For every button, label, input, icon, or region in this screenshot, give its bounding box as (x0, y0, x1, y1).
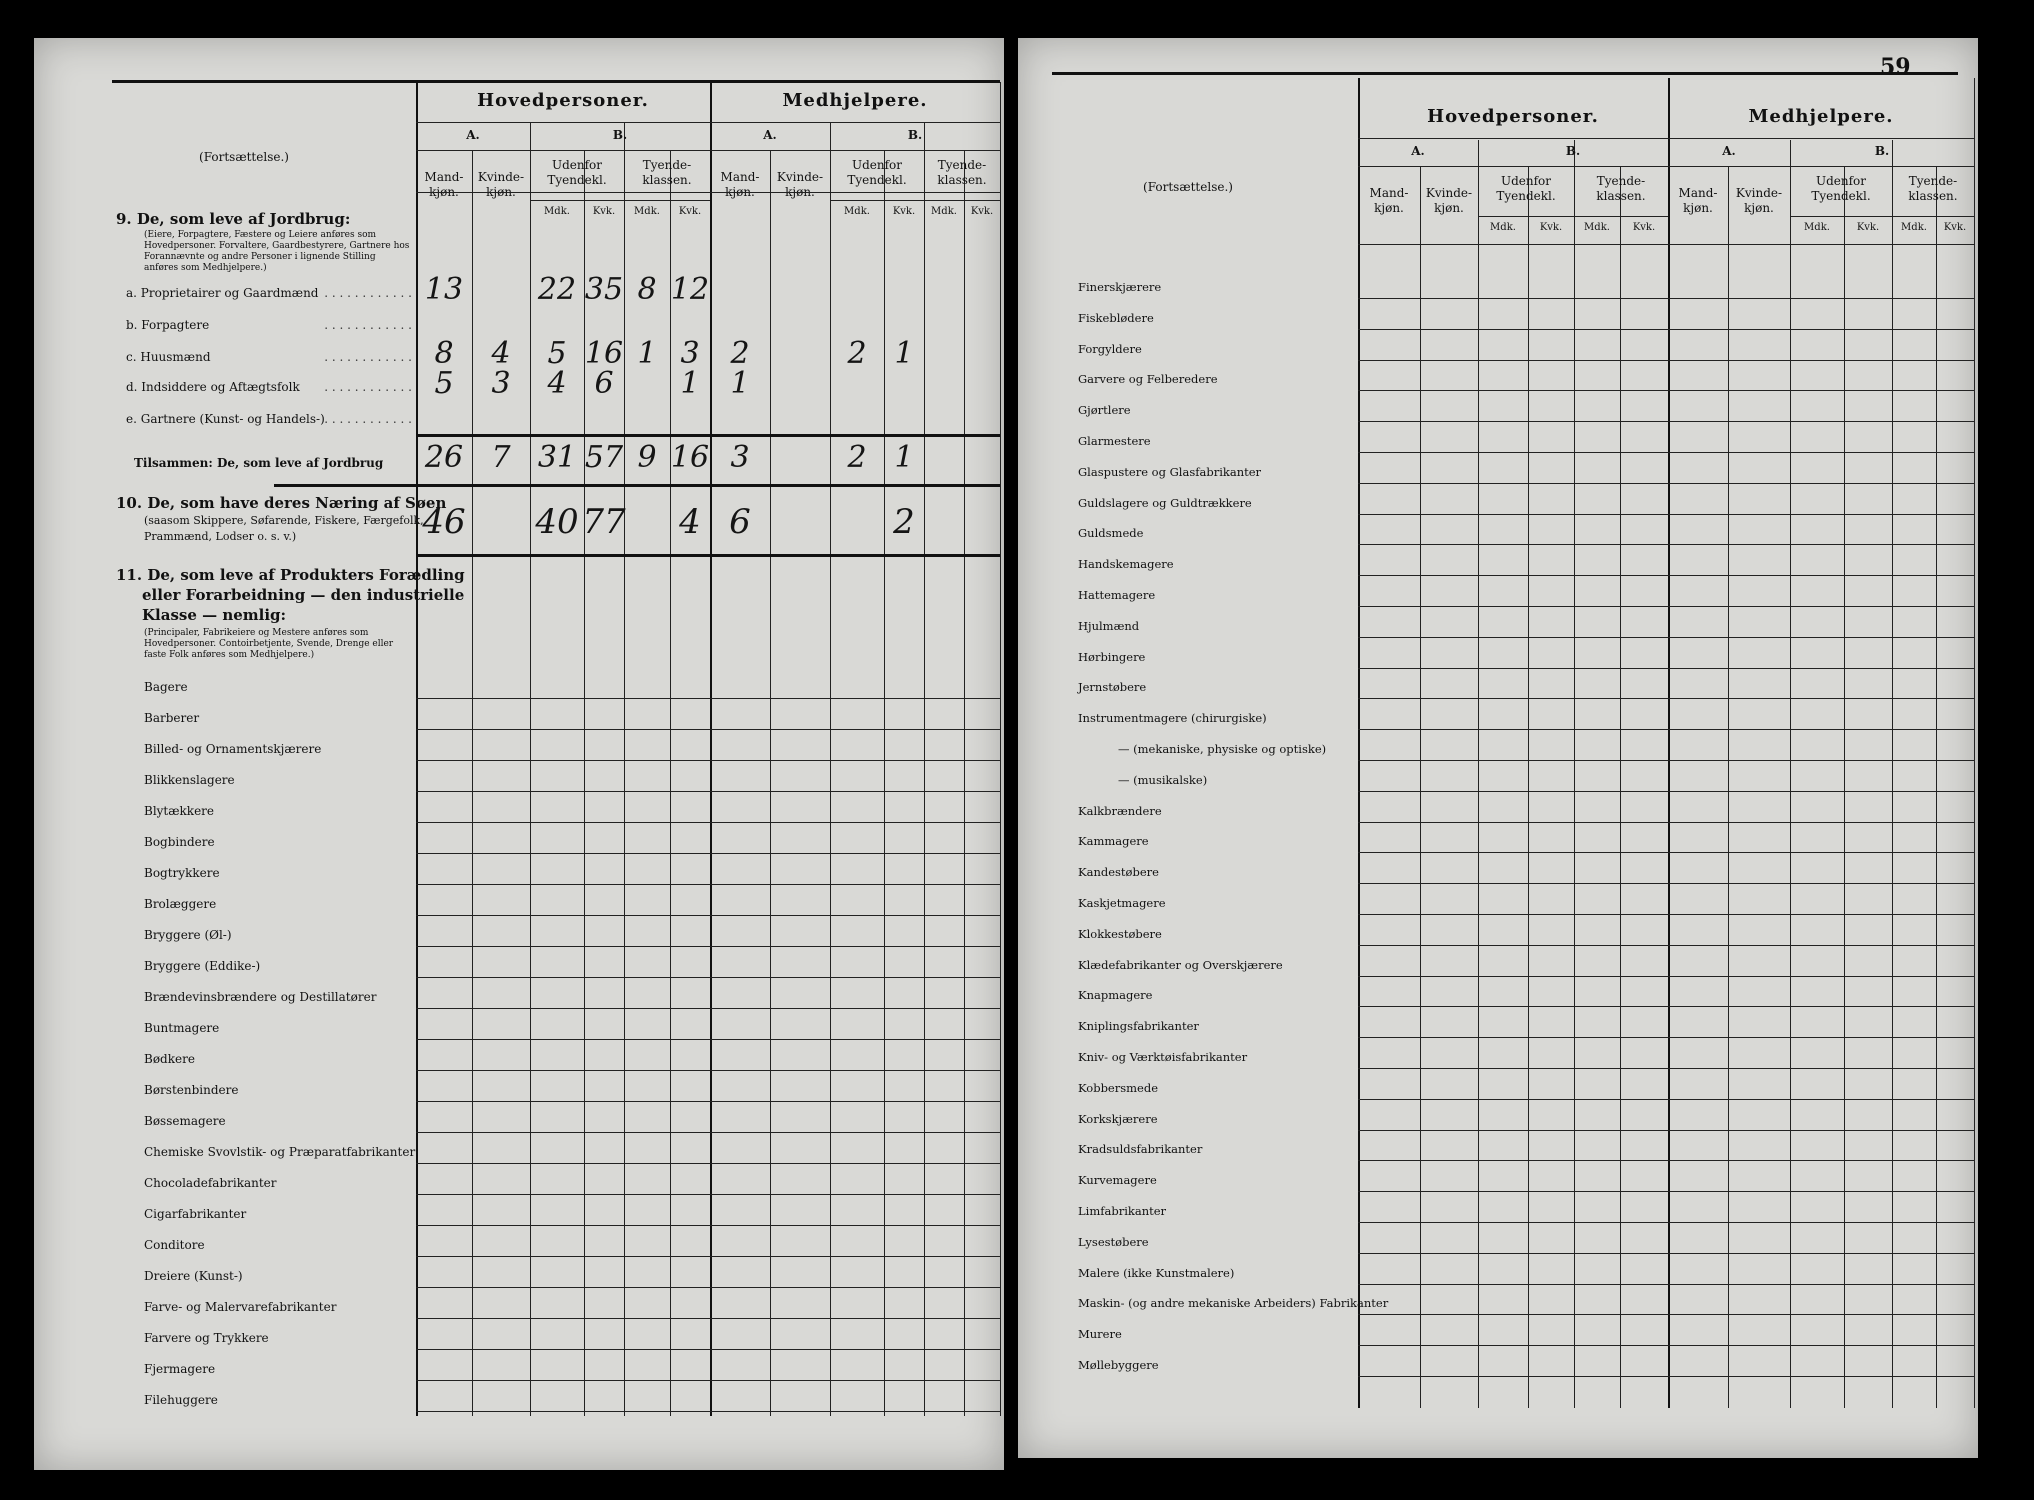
leader-dots: . . . . . . . . . . . . (324, 350, 412, 364)
section-11-line2: eller Forarbeidning — den industrielle (142, 586, 465, 604)
rule-line (1358, 1037, 1974, 1038)
tyende-heading: Tyende-klassen. (642, 158, 692, 187)
column-line (924, 122, 925, 1416)
rule-line (1358, 1222, 1974, 1223)
rule-line (1358, 329, 1974, 330)
handwritten-value: 5 (547, 336, 567, 371)
trade-label: Børstenbindere (144, 1083, 239, 1097)
rule-line (1358, 729, 1974, 730)
kvk-heading: Kvk. (892, 206, 916, 217)
rule-line (1052, 72, 1958, 75)
section-10-title: 10. De, som have deres Næring af Søen (116, 494, 447, 512)
rule-line (416, 1163, 1000, 1164)
trade-label: Bryggere (Eddike-) (144, 959, 261, 973)
handwritten-total: 2 (847, 440, 867, 475)
column-line (964, 150, 965, 1416)
handwritten-value: 5 (434, 366, 454, 401)
rule-line (1358, 883, 1974, 884)
rule-line (416, 946, 1000, 947)
hovedpersoner-heading: Hovedpersoner. (477, 90, 649, 111)
mandkjon-heading: Mand-kjøn. (720, 170, 760, 199)
mandkjon-heading: Mand-kjøn. (1678, 186, 1718, 215)
rule-line (1358, 1345, 1974, 1346)
trade-label: — (mekaniske, physiske og optiske) (1118, 742, 1327, 756)
trade-label: — (musikalske) (1118, 772, 1208, 787)
rule-line (1358, 668, 1974, 669)
rule-line (416, 853, 1000, 854)
rule-line (1358, 1099, 1974, 1100)
fortsaettelse-label: (Fortsættelse.) (199, 150, 289, 164)
rule-line (1358, 914, 1974, 915)
mdk-heading: Mdk. (1490, 222, 1516, 233)
rule-line (416, 1256, 1000, 1257)
trade-label: Lysestøbere (1078, 1234, 1149, 1249)
handwritten-value: 2 (730, 336, 750, 371)
rule-line (1358, 544, 1974, 545)
trade-label: Limfabrikanter (1078, 1204, 1167, 1218)
rule-line (1358, 244, 1974, 245)
handwritten-value: 46 (422, 502, 466, 542)
handwritten-total: 9 (637, 440, 657, 475)
rule-line (416, 1101, 1000, 1102)
handwritten-value: 22 (537, 272, 577, 307)
mdk-heading: Mdk. (544, 206, 570, 217)
handwritten-total: 31 (537, 440, 577, 475)
section-10-line2: (saasom Skippere, Søfarende, Fiskere, Færgefolk, (144, 514, 424, 527)
handwritten-value: 1 (730, 366, 750, 401)
trade-label: Møllebyggere (1078, 1358, 1159, 1372)
mdk-heading: Mdk. (844, 206, 870, 217)
leader-dots: . . . . . . . . . . . . (324, 380, 412, 394)
trade-label: Bogbindere (144, 835, 215, 849)
row-label: b. Forpagtere (126, 318, 210, 332)
handwritten-value: 8 (434, 336, 454, 371)
section-10-line3: Prammænd, Lodser o. s. v.) (144, 530, 297, 543)
trade-label: Maskin- (og andre mekaniske Arbeiders) Fabrikanter (1078, 1296, 1389, 1311)
trade-label: Kaskjetmagere (1078, 896, 1166, 910)
leader-dots: . . . . . . . . . . . . (324, 286, 412, 300)
trade-label: Chemiske Svovlstik- og Præparatfabrikanter (144, 1145, 416, 1159)
fortsaettelse-label: (Fortsættelse.) (1143, 180, 1233, 194)
trade-label: Dreiere (Kunst-) (144, 1269, 243, 1283)
medhjelpere-heading: Medhjelpere. (782, 90, 928, 111)
trade-label: Hjulmænd (1078, 618, 1140, 633)
rule-line (416, 434, 1000, 437)
kvindekjon-heading: Kvinde-kjøn. (477, 170, 525, 199)
handwritten-total: 3 (730, 440, 750, 475)
total-label: Tilsammen: De, som leve af Jordbrug (134, 456, 384, 470)
rule-line (1358, 298, 1974, 299)
trade-label: Farve- og Malervarefabrikanter (144, 1300, 337, 1314)
handwritten-value: 77 (582, 502, 626, 542)
rule-line (416, 122, 1000, 123)
rule-line (416, 1194, 1000, 1195)
rule-line (1358, 1253, 1974, 1254)
row-label: a. Proprietairer og Gaardmænd (126, 286, 319, 300)
mandkjon-heading: Mand-kjøn. (1369, 186, 1409, 215)
trade-label: Kurvemagere (1078, 1173, 1157, 1188)
trade-label: Conditore (144, 1238, 205, 1252)
kvindekjon-heading: Kvinde-kjøn. (1735, 186, 1783, 215)
trade-label: Brolæggere (144, 897, 217, 911)
rule-line (1358, 421, 1974, 422)
handwritten-value: 8 (637, 272, 657, 307)
rule-line (416, 1349, 1000, 1350)
rule-line (1358, 1160, 1974, 1161)
rule-line (1358, 791, 1974, 792)
rule-line (1478, 216, 1668, 217)
trade-label: Kradsuldsfabrikanter (1078, 1142, 1203, 1157)
rule-line (1358, 360, 1974, 361)
rule-line (1358, 514, 1974, 515)
kvk-heading: Kvk. (1943, 222, 1967, 233)
trade-label: Finerskjærere (1078, 280, 1162, 294)
trade-label: Blikkenslagere (144, 773, 235, 787)
trade-label: Barberer (144, 711, 200, 725)
rule-line (1358, 1314, 1974, 1315)
mdk-heading: Mdk. (1584, 222, 1610, 233)
medhjelpere-heading: Medhjelpere. (1748, 106, 1894, 127)
udenfor-heading: Udenfor Tyendekl. (1811, 174, 1871, 203)
column-line (1358, 78, 1360, 1408)
rule-line (416, 554, 1000, 557)
rule-line (530, 200, 710, 201)
rule-line (416, 1225, 1000, 1226)
trade-label: Brændevinsbrændere og Destillatører (144, 990, 377, 1004)
rule-line (416, 1070, 1000, 1071)
rule-line (416, 822, 1000, 823)
rule-line (416, 192, 1000, 193)
col-b-heading: B. (612, 128, 628, 142)
rule-line (1358, 760, 1974, 761)
column-line (1668, 78, 1670, 1408)
section-11-line3: Klasse — nemlig: (142, 606, 287, 624)
section-11-note: (Principaler, Fabrikeiere og Mestere anføres som Hovedpersoner. Contoirbetjente, Svende, Drenge eller faste Folk anføres som Medhjelpere.) (144, 628, 394, 660)
rule-line (1358, 637, 1974, 638)
tyende-heading: Tyende-klassen. (1596, 174, 1646, 203)
row-label: c. Huusmænd (126, 350, 211, 364)
col-a-heading: A. (1722, 144, 1736, 158)
section-9-note: (Eiere, Forpagtere, Fæstere og Leiere anføres som Hovedpersoner. Forvaltere, Gaardbestyrere, Gartnere hos Forannævnte og andre Personer i lignende Stilling anføres som Medhjelpere.) (144, 230, 410, 273)
rule-line (1358, 698, 1974, 699)
trade-label: Bøssemagere (144, 1114, 226, 1128)
trade-label: Hattemagere (1078, 588, 1156, 602)
column-line (530, 122, 531, 1416)
row-label: d. Indsiddere og Aftægtsfolk (126, 380, 300, 394)
handwritten-value: 12 (670, 272, 710, 307)
tyende-heading: Tyende-klassen. (1908, 174, 1958, 203)
rule-line (416, 760, 1000, 761)
handwritten-total: 7 (491, 440, 511, 475)
leader-dots: . . . . . . . . . . . . (324, 318, 412, 332)
rule-line (416, 150, 1000, 151)
rule-line (416, 1318, 1000, 1319)
rule-line (416, 1287, 1000, 1288)
hovedpersoner-heading: Hovedpersoner. (1427, 106, 1599, 127)
rule-line (416, 729, 1000, 730)
trade-label: Blytækkere (144, 804, 215, 818)
rule-line (1358, 1376, 1974, 1377)
handwritten-value: 2 (893, 502, 915, 542)
handwritten-total: 16 (670, 440, 710, 475)
kvk-heading: Kvk. (592, 206, 616, 217)
trade-label: Handskemagere (1078, 557, 1174, 572)
rule-line (830, 200, 1000, 201)
trade-label: Kammagere (1078, 834, 1149, 849)
col-b-heading: B. (907, 128, 923, 142)
trade-label: Bagere (144, 680, 188, 694)
handwritten-value: 1 (637, 336, 657, 371)
rule-line (416, 1380, 1000, 1381)
rule-line (1358, 166, 1974, 167)
tyende-heading: Tyende-klassen. (937, 158, 987, 187)
rule-line (1358, 822, 1974, 823)
rule-line (1358, 1284, 1974, 1285)
rule-line (1358, 606, 1974, 607)
column-line (1892, 140, 1893, 1408)
trade-label: Kalkbrændere (1078, 803, 1162, 818)
mandkjon-heading: Mand-kjøn. (424, 170, 464, 199)
leader-dots: . . . . . . . . . . . . (324, 412, 412, 426)
trade-label: Chocoladefabrikanter (144, 1176, 277, 1190)
trade-label: Hørbingere (1078, 649, 1146, 664)
handwritten-value: 3 (491, 366, 511, 401)
rule-line (1790, 216, 1974, 217)
rule-line (274, 484, 1000, 487)
column-line (1790, 140, 1791, 1408)
trade-label: Instrumentmagere (chirurgiske) (1078, 711, 1267, 726)
page-number: 59 (1880, 54, 1911, 80)
rule-line (416, 1132, 1000, 1133)
trade-label: Glarmestere (1078, 434, 1151, 448)
trade-label: Filehuggere (144, 1393, 218, 1407)
rule-line (416, 698, 1000, 699)
rule-line (1358, 852, 1974, 853)
left-page (34, 38, 1004, 1470)
col-a-heading: A. (763, 128, 777, 142)
mdk-heading: Mdk. (634, 206, 660, 217)
trade-label: Buntmagere (144, 1021, 220, 1035)
col-a-heading: A. (466, 128, 480, 142)
trade-label: Klædefabrikanter og Overskjærere (1078, 957, 1283, 972)
udenfor-heading: Udenfor Tyendekl. (847, 158, 907, 187)
rule-line (1358, 1191, 1974, 1192)
column-line (1000, 82, 1001, 1416)
kvk-heading: Kvk. (1632, 222, 1656, 233)
kvk-heading: Kvk. (1539, 222, 1563, 233)
trade-label: Murere (1078, 1327, 1122, 1342)
handwritten-value: 1 (894, 336, 914, 371)
col-a-heading: A. (1411, 144, 1425, 158)
trade-label: Klokkestøbere (1078, 926, 1162, 941)
handwritten-value: 3 (680, 336, 700, 371)
rule-line (1358, 575, 1974, 576)
handwritten-value: 40 (535, 502, 579, 542)
handwritten-value: 16 (584, 336, 624, 371)
handwritten-total: 1 (894, 440, 914, 475)
rule-line (1358, 1006, 1974, 1007)
rule-line (416, 1411, 1000, 1412)
column-line (624, 122, 625, 1416)
trade-label: Guldslagere og Guldtrækkere (1078, 495, 1252, 510)
udenfor-heading: Udenfor Tyendekl. (547, 158, 607, 187)
rule-line (416, 1039, 1000, 1040)
col-b-heading: B. (1565, 144, 1581, 158)
trade-label: Kandestøbere (1078, 865, 1159, 880)
column-line (1974, 78, 1975, 1408)
kvindekjon-heading: Kvinde-kjøn. (776, 170, 824, 199)
udenfor-heading: Udenfor Tyendekl. (1496, 174, 1556, 203)
rule-line (416, 977, 1000, 978)
handwritten-value: 4 (679, 502, 701, 542)
trade-label: Garvere og Felberedere (1078, 372, 1218, 387)
handwritten-total: 57 (584, 440, 624, 475)
handwritten-value: 4 (491, 336, 511, 371)
col-b-heading: B. (1874, 144, 1890, 158)
row-label: e. Gartnere (Kunst- og Handels-) (126, 412, 325, 426)
rule-line (1358, 483, 1974, 484)
trade-label: Glaspustere og Glasfabrikanter (1078, 464, 1262, 479)
section-9-title: 9. De, som leve af Jordbrug: (116, 210, 351, 228)
handwritten-value: 1 (680, 366, 700, 401)
mdk-heading: Mdk. (1901, 222, 1927, 233)
right-page (1018, 38, 1978, 1458)
handwritten-value: 6 (729, 502, 751, 542)
trade-label: Korkskjærere (1078, 1111, 1158, 1126)
trade-label: Kniplingsfabrikanter (1078, 1019, 1199, 1034)
rule-line (112, 80, 1000, 83)
mdk-heading: Mdk. (1804, 222, 1830, 233)
rule-line (1358, 945, 1974, 946)
trade-label: Fjermagere (144, 1362, 216, 1376)
trade-label: Bødkere (144, 1052, 195, 1066)
trade-label: Malere (ikke Kunstmalere) (1078, 1265, 1235, 1280)
handwritten-value: 13 (424, 272, 464, 307)
rule-line (416, 791, 1000, 792)
column-line (770, 150, 771, 1416)
trade-label: Bogtrykkere (144, 866, 220, 880)
trade-label: Cigarfabrikanter (144, 1207, 247, 1221)
trade-label: Knapmagere (1078, 988, 1153, 1003)
trade-label: Guldsmede (1078, 526, 1144, 541)
mdk-heading: Mdk. (931, 206, 957, 217)
handwritten-value: 6 (594, 366, 614, 401)
rule-line (1358, 138, 1974, 139)
rule-line (416, 884, 1000, 885)
rule-line (416, 1008, 1000, 1009)
column-line (1574, 140, 1575, 1408)
rule-line (416, 915, 1000, 916)
handwritten-total: 26 (424, 440, 464, 475)
column-line (416, 82, 418, 1416)
trade-label: Gjørtlere (1078, 403, 1131, 418)
trade-label: Forgyldere (1078, 341, 1142, 356)
kvk-heading: Kvk. (678, 206, 702, 217)
section-11-title: 11. De, som leve af Produkters Forædling (116, 566, 465, 584)
kvk-heading: Kvk. (1856, 222, 1880, 233)
trade-label: Bryggere (Øl-) (144, 928, 232, 942)
rule-line (1358, 1130, 1974, 1131)
trade-label: Fiskeblødere (1078, 310, 1154, 325)
kvindekjon-heading: Kvinde-kjøn. (1425, 186, 1473, 215)
trade-label: Farvere og Trykkere (144, 1331, 269, 1345)
column-line (830, 122, 831, 1416)
trade-label: Jernstøbere (1078, 680, 1147, 695)
trade-label: Kobbersmede (1078, 1080, 1159, 1095)
rule-line (1358, 1068, 1974, 1069)
handwritten-value: 35 (584, 272, 624, 307)
rule-line (1358, 452, 1974, 453)
rule-line (1358, 976, 1974, 977)
handwritten-value: 2 (847, 336, 867, 371)
trade-label: Billed- og Ornamentskjærere (144, 742, 322, 756)
handwritten-value: 4 (547, 366, 567, 401)
trade-label: Kniv- og Værktøisfabrikanter (1078, 1050, 1248, 1064)
rule-line (1358, 390, 1974, 391)
column-line (472, 150, 473, 1416)
column-line (1478, 140, 1479, 1408)
kvk-heading: Kvk. (970, 206, 994, 217)
